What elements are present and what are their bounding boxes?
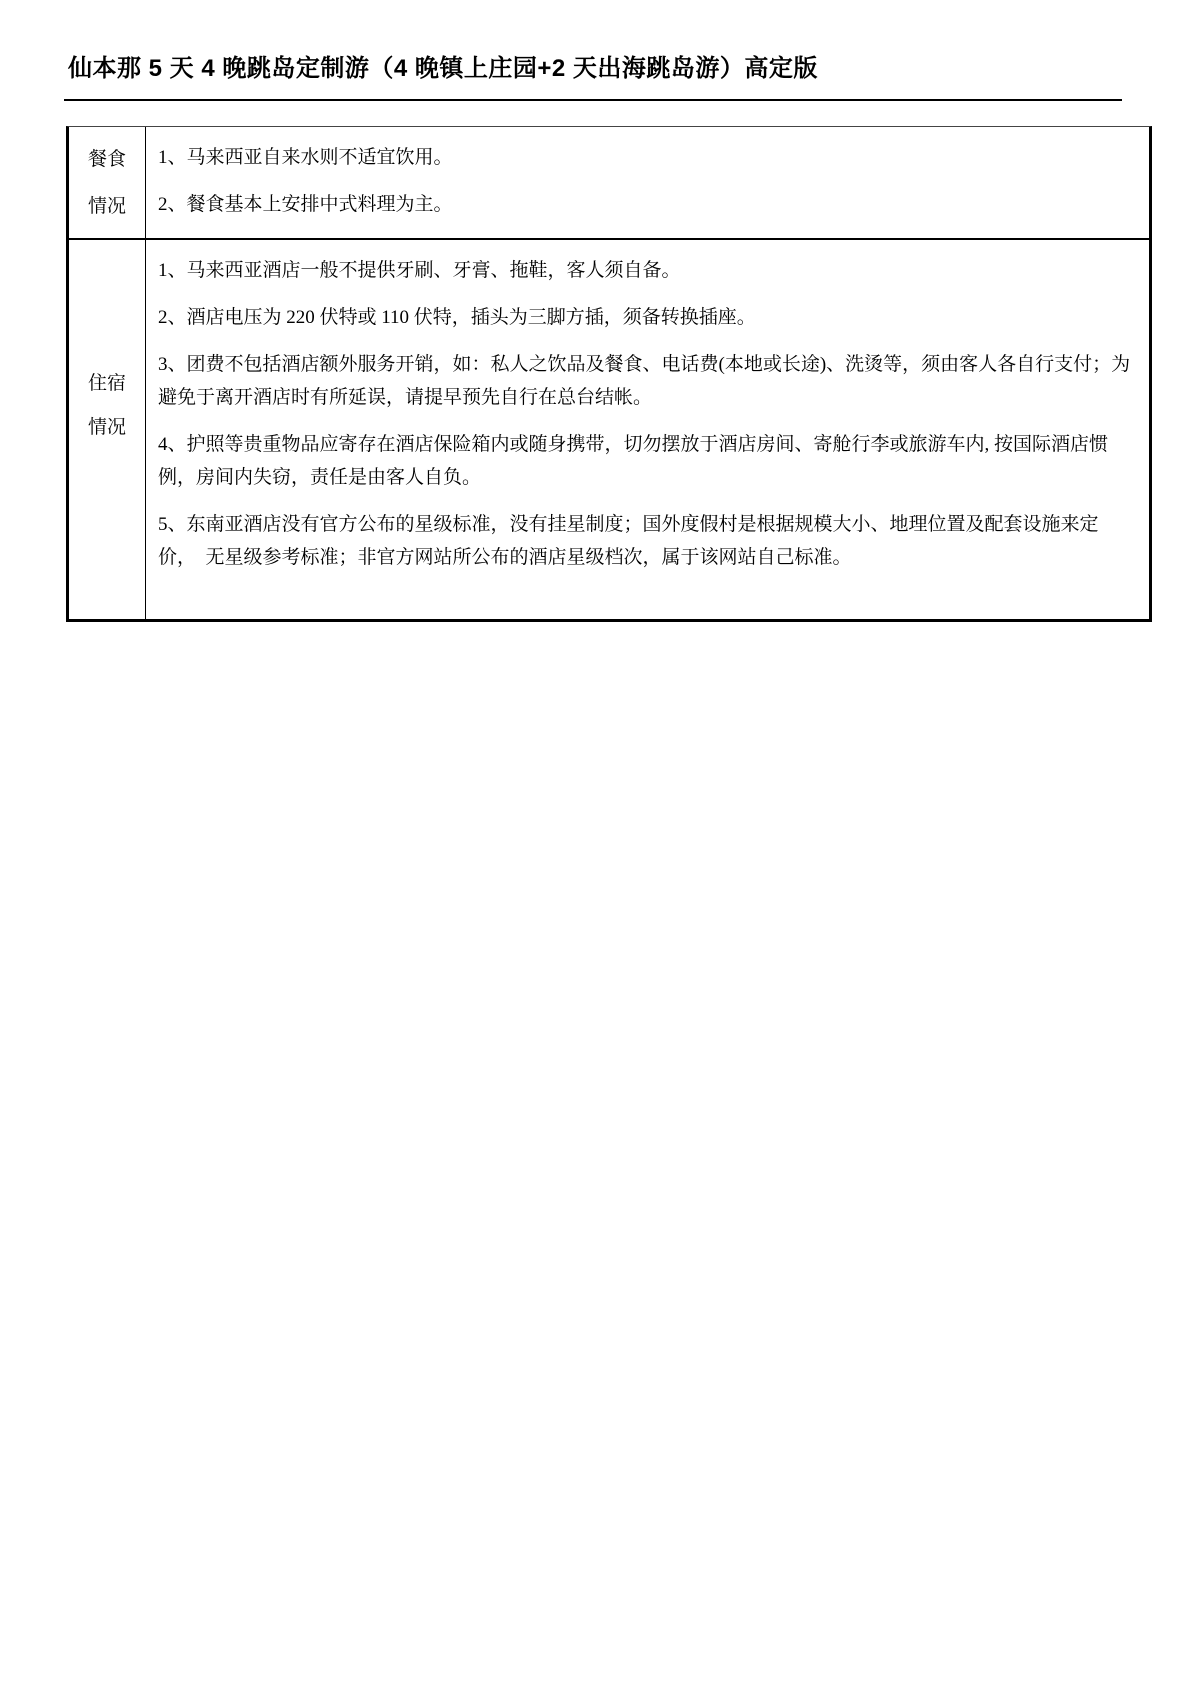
list-item: 5、东南亚酒店没有官方公布的星级标准，没有挂星制度；国外度假村是根据规模大小、地理位置及配套设施来定价， 无星级参考标准；非官方网站所公布的酒店星级档次，属于该网站自己标准。 <box>158 514 1099 568</box>
table-row-meals <box>69 127 1149 238</box>
list-item: 2、餐食基本上安排中式料理为主。 <box>158 194 453 215</box>
label-line: 情况 <box>87 416 126 438</box>
label-line: 餐食 <box>87 148 126 170</box>
list-item: 2、酒店电压为 220 伏特或 110 伏特，插头为三脚方插，须备转换插座。 <box>158 307 756 328</box>
row-label-meals <box>69 127 146 238</box>
document-title: 仙本那 5 天 4 晚跳岛定制游（4 晚镇上庄园+2 天出海跳岛游）高定版 <box>68 55 818 82</box>
info-table <box>66 126 1152 622</box>
row-content-accommodation <box>146 240 1149 619</box>
label-line: 情况 <box>87 195 126 217</box>
table-row-accommodation <box>69 238 1149 619</box>
row-label-accommodation <box>69 240 146 619</box>
list-item: 1、马来西亚酒店一般不提供牙刷、牙膏、拖鞋，客人须自备。 <box>158 260 681 281</box>
list-item: 1、马来西亚自来水则不适宜饮用。 <box>158 147 453 168</box>
title-underline <box>64 99 1122 101</box>
row-content-meals <box>146 127 1149 238</box>
list-item: 4、护照等贵重物品应寄存在酒店保险箱内或随身携带，切勿摆放于酒店房间、寄舱行李或旅游车内, 按国际酒店惯例，房间内失窃，责任是由客人自负。 <box>158 434 1109 488</box>
list-item: 3、团费不包括酒店额外服务开销，如：私人之饮品及餐食、电话费(本地或长途)、洗烫等，须由客人各自行支付；为避免于离开酒店时有所延误，请提早预先自行在总台结帐。 <box>158 354 1131 408</box>
label-line: 住宿 <box>87 372 126 394</box>
